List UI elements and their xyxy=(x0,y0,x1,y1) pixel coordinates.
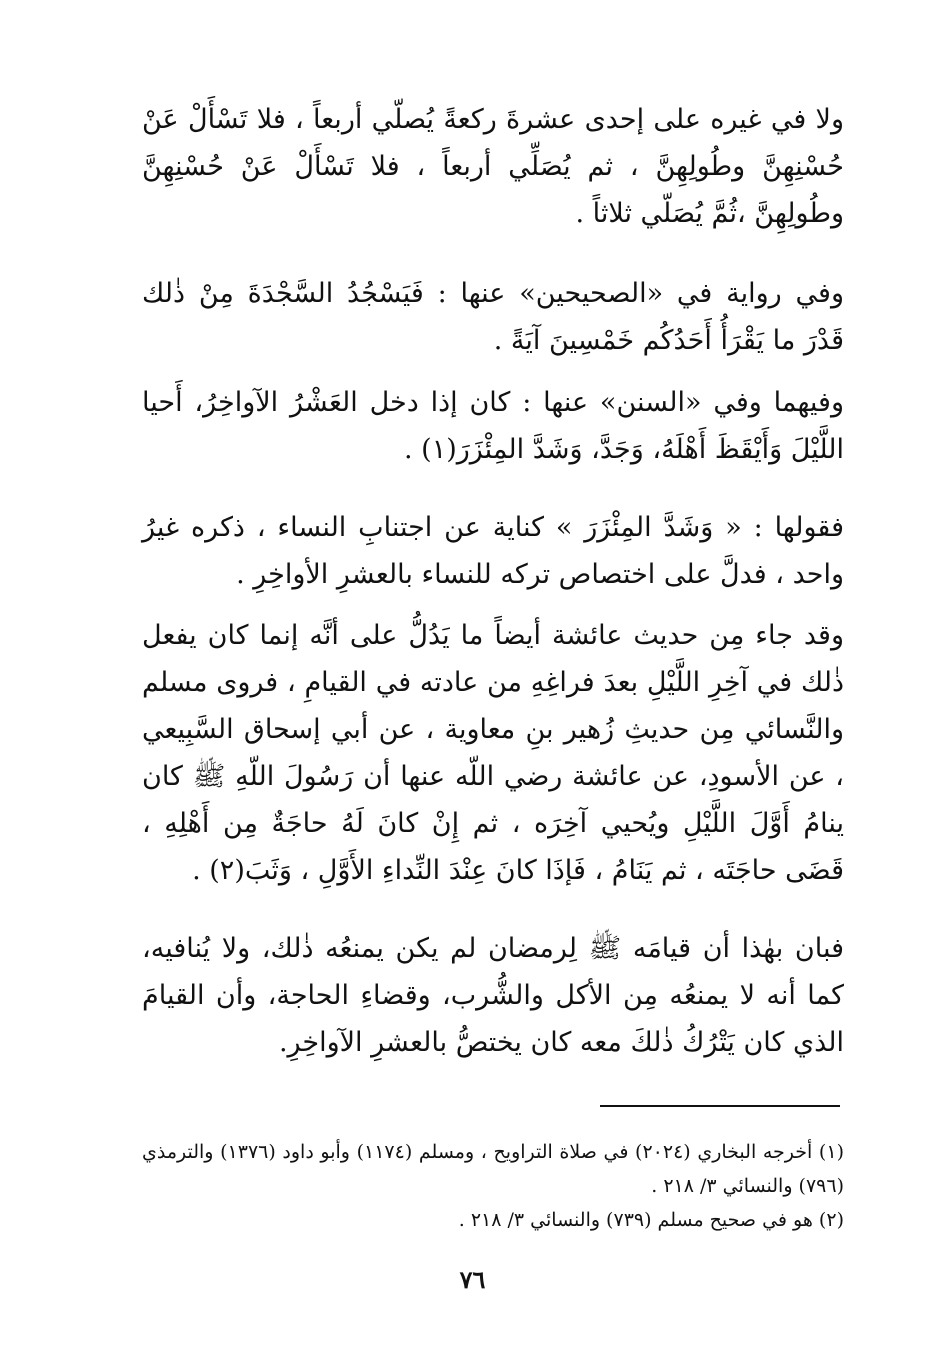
page-number: ٧٦ xyxy=(459,1265,486,1294)
footnote: (٢) هو في صحيح مسلم (٧٣٩) والنسائي ٣/ ٢١٨ . xyxy=(458,1209,844,1231)
body-paragraph: وقد جاء مِن حديث عائشة أيضاً ما يَدُلُّ على أنَّه إنما كان يفعل ذٰلك في آخِرِ اللَّيْلِ بعدَ فراغِهِ من عادته في القيامِ ، فروى مسلم والنَّسائي مِن حديثِ زُهير بنِ معاوية ، عن أبي إسحاق السَّبِيعي ، عن الأسودِ، عن عائشة رضي اللّه عنها أن رَسُولَ اللّهِ ﷺ كان ينامُ أَوَّلَ اللَّيْلِ ويُحيي آخِرَه ، ثم إِنْ كانَ لَهُ حاجَةٌ مِن أَهْلِهِ ، قَضَى حاجَتَه ، ثم يَنَامُ ، فَإذَا كانَ عِنْدَ النِّداءِ الأَوَّلِ ، وَثَبَ(٢) . xyxy=(142,620,844,886)
body-paragraph: وفي رواية في «الصحيحين» عنها : فَيَسْجُدُ السَّجْدَةَ مِنْ ذٰلك قَدْرَ ما يَقْرَأُ أَحَدُكُم خَمْسِينَ آيَةً . xyxy=(142,278,844,356)
footnote-divider xyxy=(600,1105,840,1107)
body-paragraph: فقولها : « وَشَدَّ المِئْزَرَ » كناية عن اجتنابِ النساء ، ذكره غيرُ واحد ، فدلَّ على اختصاص تركه للنساء بالعشرِ الأواخِرِ . xyxy=(142,512,844,590)
body-paragraph: ولا في غيره على إحدى عشرةَ ركعةً يُصلّي أربعاً ، فلا تَسْأَلْ عَنْ حُسْنِهِنَّ وطُولِهِنَّ ، ثم يُصَلِّي أربعاً ، فلا تَسْأَلْ عَنْ حُسْنِهِنَّ وطُولِهِنَّ ،ثُمَّ يُصَلّي ثلاثاً . xyxy=(142,104,844,229)
body-paragraph: فبان بهٰذا أن قيامَه ﷺ لِرمضان لم يكن يمنعُه ذٰلك، ولا يُنافيه، كما أنه لا يمنعُه مِن الأكل والشُّرب، وقضاءِ الحاجة، وأن القيامَ الذي كان يَتْرُكُ ذٰلكَ معه كان يختصُّ بالعشرِ الآواخِرِ. xyxy=(142,933,844,1058)
footnote: (١) أخرجه البخاري (٢٠٢٤) في صلاة التراويح ، ومسلم (١١٧٤) وأبو داود (١٣٧٦) والترمذي (٧٩٦) والنسائي ٣/ ٢١٨ . xyxy=(142,1141,844,1197)
body-paragraph: وفيهما وفي «السنن» عنها : كان إذا دخل العَشْرُ الآواخِرُ، أَحيا اللَّيْلَ وَأَيْقَظَ أَهْلَهُ، وَجَدَّ، وَشَدَّ المِئْزَرَ(١) . xyxy=(142,387,844,465)
